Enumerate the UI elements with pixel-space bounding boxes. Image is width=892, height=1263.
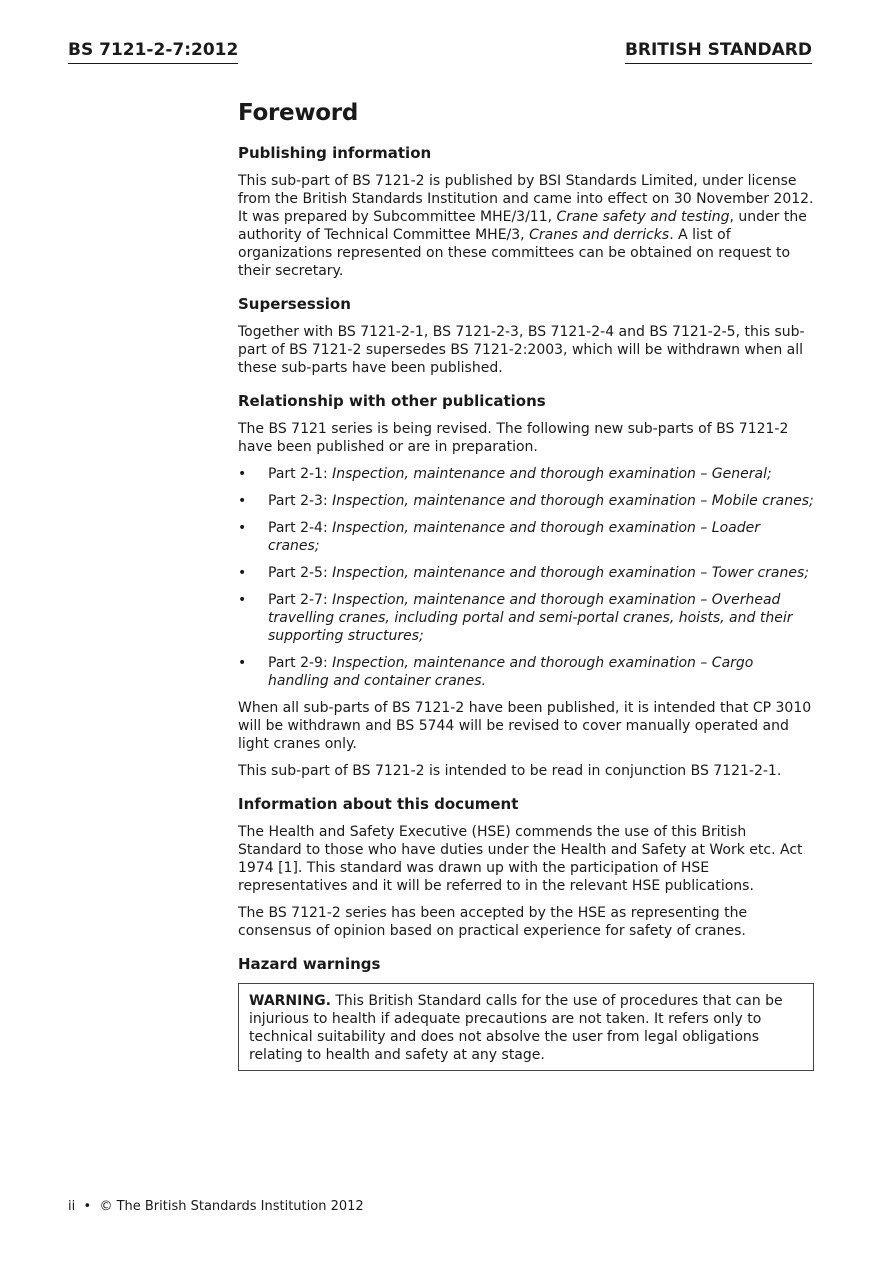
part-title: Inspection, maintenance and thorough examination – Overhead travelling cranes, including portal and semi-portal cranes, hoists, and their supporting structures; (268, 592, 793, 644)
relationship-intro: The BS 7121 series is being revised. The following new sub-parts of BS 7121-2 have been published or are in preparation. (238, 421, 789, 455)
bullet: • (238, 565, 247, 581)
supersession-paragraph: Together with BS 7121-2-1, BS 7121-2-3, BS 7121-2-4 and BS 7121-2-5, this sub-part of BS 7121-2 supersedes BS 7121-2:2003, which will be withdrawn when all these sub-parts have been published. (238, 324, 805, 376)
list-item (238, 465, 814, 483)
information-paragraph-1: The Health and Safety Executive (HSE) commends the use of this British Standard to those who have duties under the Health and Safety at Work etc. Act 1974 [1]. This standard was drawn up with the participation of HSE representatives and it will be referred to in the relevant HSE publications. (238, 824, 803, 894)
supersession-section (238, 295, 814, 377)
header-document-number: BS 7121-2-7:2012 (68, 40, 238, 64)
footer-separator: • (83, 1199, 92, 1214)
page-title: Foreword (238, 100, 358, 126)
publishing-italic-1: Crane safety and testing (556, 209, 730, 225)
part-title: Inspection, maintenance and thorough examination – Loader cranes; (268, 520, 760, 554)
list-item (238, 519, 814, 555)
part-label: Part 2-4: (268, 520, 333, 536)
part-title: Inspection, maintenance and thorough examination – General; (332, 466, 772, 482)
relationship-after-2: This sub-part of BS 7121-2 is intended to be read in conjunction BS 7121-2-1. (238, 763, 782, 779)
publishing-italic-2: Cranes and derricks (529, 227, 670, 243)
publishing-paragraph (238, 172, 814, 280)
warning-text: This British Standard calls for the use of procedures that can be injurious to health if adequate precautions are not taken. It refers only to technical suitability and does not absolve the user from legal obligations relating to health and safety at any stage. (249, 993, 783, 1063)
part-title: Inspection, maintenance and thorough examination – Cargo handling and container cranes. (268, 655, 754, 689)
supersession-heading: Supersession (238, 295, 351, 313)
publishing-text-2: , under the authority of Technical Committee MHE/3, (238, 209, 807, 243)
parts-list (238, 465, 814, 690)
relationship-section (238, 392, 814, 780)
publishing-heading: Publishing information (238, 144, 432, 162)
bullet: • (238, 493, 247, 509)
part-label: Part 2-9: (268, 655, 333, 671)
copyright-notice: © The British Standards Institution 2012 (99, 1199, 364, 1214)
bullet: • (238, 592, 247, 608)
information-paragraph-2: The BS 7121-2 series has been accepted by the HSE as representing the consensus of opinion based on practical experience for safety of cranes. (238, 905, 748, 939)
list-item (238, 654, 814, 690)
page-footer (68, 1198, 364, 1216)
publishing-text-1: This sub-part of BS 7121-2 is published by BSI Standards Limited, under license from the British Standards Institution and came into effect on 30 November 2012. It was prepared by Subcommittee MHE/3/11, (238, 173, 814, 225)
foreword-content (238, 98, 814, 1071)
information-section (238, 795, 814, 940)
header-standard-label: BRITISH STANDARD (625, 40, 812, 64)
part-label: Part 2-1: (268, 466, 333, 482)
warning-box (238, 983, 814, 1071)
part-title: Inspection, maintenance and thorough examination – Tower cranes; (332, 565, 809, 581)
publishing-text-3: . A list of organizations represented on these committees can be obtained on request to their secretary. (238, 227, 791, 279)
list-item (238, 591, 814, 645)
part-label: Part 2-7: (268, 592, 333, 608)
hazard-section (238, 955, 814, 1071)
publishing-section (238, 144, 814, 280)
part-title: Inspection, maintenance and thorough examination – Mobile cranes; (332, 493, 814, 509)
page-number: ii (68, 1199, 76, 1214)
bullet: • (238, 520, 247, 536)
part-label: Part 2-5: (268, 565, 333, 581)
hazard-heading: Hazard warnings (238, 955, 381, 973)
information-heading: Information about this document (238, 795, 519, 813)
part-label: Part 2-3: (268, 493, 333, 509)
list-item (238, 564, 814, 582)
relationship-heading: Relationship with other publications (238, 392, 546, 410)
warning-label: WARNING. (249, 993, 331, 1009)
relationship-after-1: When all sub-parts of BS 7121-2 have been published, it is intended that CP 3010 will be withdrawn and BS 5744 will be revised to cover manually operated and light cranes only. (238, 700, 812, 752)
bullet: • (238, 655, 247, 671)
list-item (238, 492, 814, 510)
bullet: • (238, 466, 247, 482)
